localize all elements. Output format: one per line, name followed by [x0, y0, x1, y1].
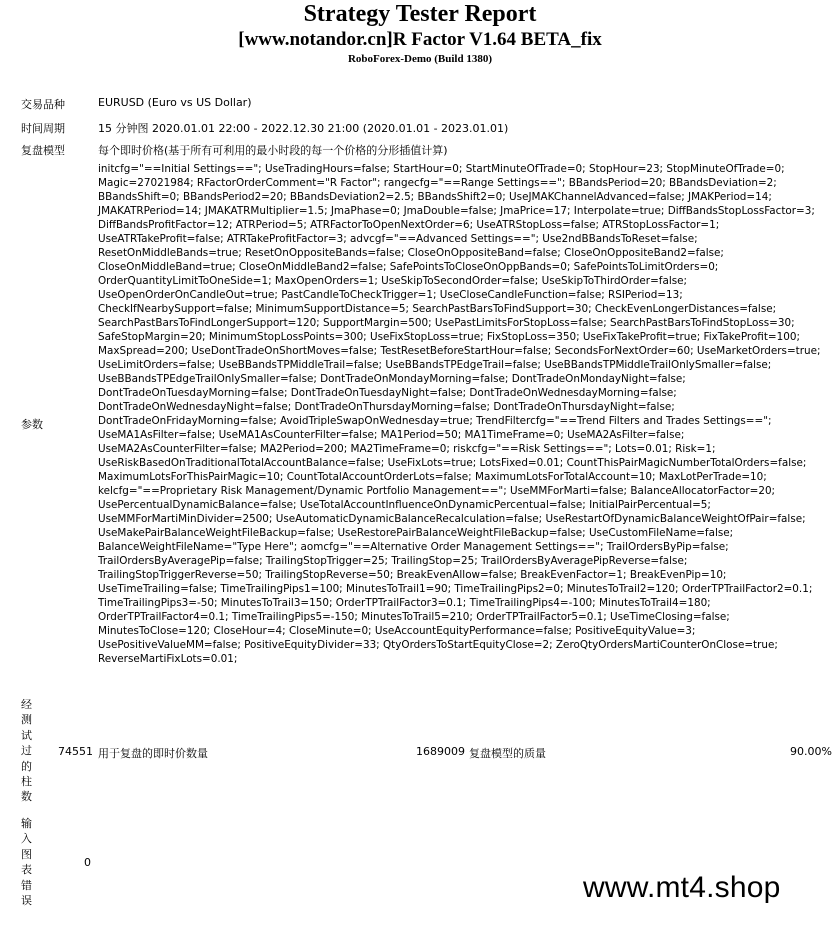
errors-label-char: 表: [21, 863, 32, 877]
watermark: www.mt4.shop: [583, 871, 781, 904]
errors-label-char: 入: [21, 832, 32, 846]
errors-value: 0: [84, 856, 91, 869]
bars-label-char: 试: [21, 728, 32, 742]
period-label: 时间周期: [21, 122, 65, 135]
symbol-value: EURUSD (Euro vs US Dollar): [98, 96, 252, 109]
model-value: 每个即时价格(基于所有可利用的最小时段的每一个价格的分形插值计算): [98, 144, 448, 157]
period-value: 15 分钟图 2020.01.01 22:00 - 2022.12.30 21:00 (2020.01.01 - 2023.01.01): [98, 122, 509, 135]
report-build: RoboForex-Demo (Build 1380): [347, 53, 492, 65]
bars-value: 74551: [58, 745, 93, 758]
bars-label-char: 数: [21, 790, 32, 804]
quality-value: 90.00%: [790, 745, 832, 758]
errors-label-char: 错: [21, 878, 32, 892]
report-subtitle: [www.notandor.cn]R Factor V1.64 BETA_fix: [238, 29, 602, 50]
model-label: 复盘模型: [21, 144, 65, 157]
params-value: initcfg="==Initial Settings=="; UseTradingHours=false; StartHour=0; StartMinuteOfTrade=0; StopHour=23; StopMinuteOfTrade=0; Magic=27021984; RFactorOrderComment="R Factor"; rangecfg="==Range Settings=="; BBandsPeriod=20; BBandsDeviation=2; BBandsShift=0; BBandsPeriod2=20; BBandsDeviation2=2.5; BBandsShift2=0; UseJMAKChannelAdvanced=false; JMAKPeriod=14; JMAKATRPeriod=14; JMAKATRMultiplier=1.5; JmaPhase=0; JmaDouble=false; JmaPrice=17; Interpolate=true; DiffBandsStopLossFactor=3; DiffBandsProfitFactor=12; ATRPeriod=5; ATRFactorToOpenNextOrder=6; UseATRStopLoss=false; ATRStopLossFactor=1; UseATRTakeProfit=false; ATRTakeProfitFactor=3; advcgf="==Advanced Settings=="; Use2ndBBandsToReset=false; ResetOnMiddleBands=true; ResetOnOppositeBands=false; CloseOnOppositeBand=false; CloseOnOppositeBand2=false; CloseOnMiddleBand=true; CloseOnMiddleBand2=false; SafePointsToCloseOnOppBands=0; SafePointsToLimitOrders=0; OrderQuantityLimitToOneSide=1; MaxOpenOrders=1; UseSkipToSecondOrder=false; UseSkipToThirdOrder=false; UseOpenOrderOnCandleOut=true; PastCandleToCheckTrigger=1; UseCloseCandleFunction=false; RSIPeriod=13; CheckIfNearbySupport=false; MinimumSupportDistance=5; SearchPastBarsToFindSupport=30; CheckEvenLongerDistances=false; SearchPastBarsToFindLongerSupport=120; SupportMargin=500; UsePastLimitsForStopLoss=false; SearchPastBarsToFindStopLoss=30; SafeStopMargin=20; MinimumStopLossPoints=300; UseFixStopLoss=true; FixStopLoss=350; UseFixTakeProfit=true; FixTakeProfit=100; MaxSpread=200; UseDontTradeOnShortMoves=false; TestResetBeforeStartHour=false; SecondsForNextOrder=60; UseMarketOrders=true; UseLimitOrders=false; UseBBandsTPMiddleTrail=false; UseBBandsTPEdgeTrail=false; UseBBandsTPMiddleTrailOnlySmaller=false; UseBBandsTPEdgeTrailOnlySmaller=false; DontTradeOnMondayMorning=false; DontTradeOnMondayNight=false; DontTradeOnTuesdayMorning=false; DontTradeOnTuesdayNight=false; DontTradeOnWednesdayMorning=false; DontTradeOnWednesdayNight=false; DontTradeOnThursdayMorning=false; DontTradeOnThursdayNight=false; DontTradeOnFridayMorning=false; AvoidTripleSwapOnWednesday=true; TrendFiltercfg="==Trend Filters and Trades Settings=="; UseMA1AsFilter=false; UseMA1AsCounterFilter=false; MA1Period=50; MA1TimeFrame=0; UseMA2AsFilter=false; UseMA2AsCounterFilter=false; MA2Period=200; MA2TimeFrame=0; riskcfg="==Risk Settings=="; Lots=0.01; Risk=1; UseRiskBasedOnTraditionalTotalAccountBalance=false; UseFixLots=true; LotsFixed=0.01; CountThisPairMagicNumberTotalOrders=false; MaximumLotsForThisPairMagic=10; CountTotalAccountOrderLots=false; MaximumLotsForTotalAccount=10; MaxLotPerTrade=10; kelcfg="==Proprietary Risk Management/Dynamic Portfolio Management=="; UseMMForMarti=false; BalanceAllocatorFactor=20; UsePercentualDynamicBalance=false; UseTotalAccountInfluenceOnDynamicPercentual=false; InitialPairPercentual=5; UseMMForMartiMinDivider=2500; UseAutomaticDynamicBalanceRecalculation=false; UseRestartOfDynamicBalanceWeightOfPair=false; UseMakePairBalanceWeightFileBackup=false; UseRestorePairBalanceWeightFileBackup=false; UseCustomFileName=false; BalanceWeightFileName="Type Here"; aomcfg="==Alternative Order Management Settings=="; TrailOrdersByPip=false; TrailOrdersByAveragePip=false; TrailingStopTrigger=25; TrailingStop=25; TrailOrdersByAveragePipReverse=false; TrailingStopTriggerReverse=50; TrailingStopReverse=50; BreakEvenAllow=false; BreakEvenFactor=1; BreakEvenPip=10; UseTimeTrailing=false; TimeTrailingPips1=100; MinutesToTrail1=90; TimeTrailingPips2=0; MinutesToTrail2=120; OrderTPTrailFactor2=0.1; TimeTrailingPips3=-50; MinutesToTrail3=150; OrderTPTrailFactor3=0.1; TimeTrailingPips4=-100; MinutesToTrail4=180; OrderTPTrailFactor4=0.1; TimeTrailingPips5=-150; MinutesToTrail5=210; OrderTPTrailFactor5=0.1; UseTimeClosing=false; MinutesToClose=120; CloseHour=4; CloseMinute=0; UseAccountEquityPerformance=false; PositiveEquityValue=3; UsePositiveValueMM=false; PositiveEquityDivider=33; QtyOrdersToStartEquityClose=2; ZeroQtyOrdersMartiCounterOnClose=true; ReverseMartiFixLots=0.01;: [98, 163, 821, 665]
errors-label-char: 误: [21, 894, 32, 908]
bars-label-char: 的: [21, 759, 32, 773]
errors-label-char: 输: [21, 817, 32, 830]
bars-label-char: 经: [21, 698, 32, 711]
ticks-label: 用于复盘的即时价数量: [98, 747, 208, 760]
quality-label: 复盘模型的质量: [469, 747, 546, 760]
bars-label-char: 过: [21, 744, 32, 758]
report-header: [0, 0, 840, 66]
symbol-label: 交易品种: [21, 98, 65, 111]
params-label: 参数: [21, 418, 43, 431]
bars-label: [21, 697, 35, 805]
errors-label: [21, 816, 35, 908]
errors-label-char: 图: [21, 847, 32, 861]
report-title: Strategy Tester Report: [303, 1, 537, 27]
bars-label-char: 测: [21, 713, 32, 727]
bars-label-char: 柱: [21, 775, 32, 789]
ticks-value: 1689009: [416, 745, 465, 758]
